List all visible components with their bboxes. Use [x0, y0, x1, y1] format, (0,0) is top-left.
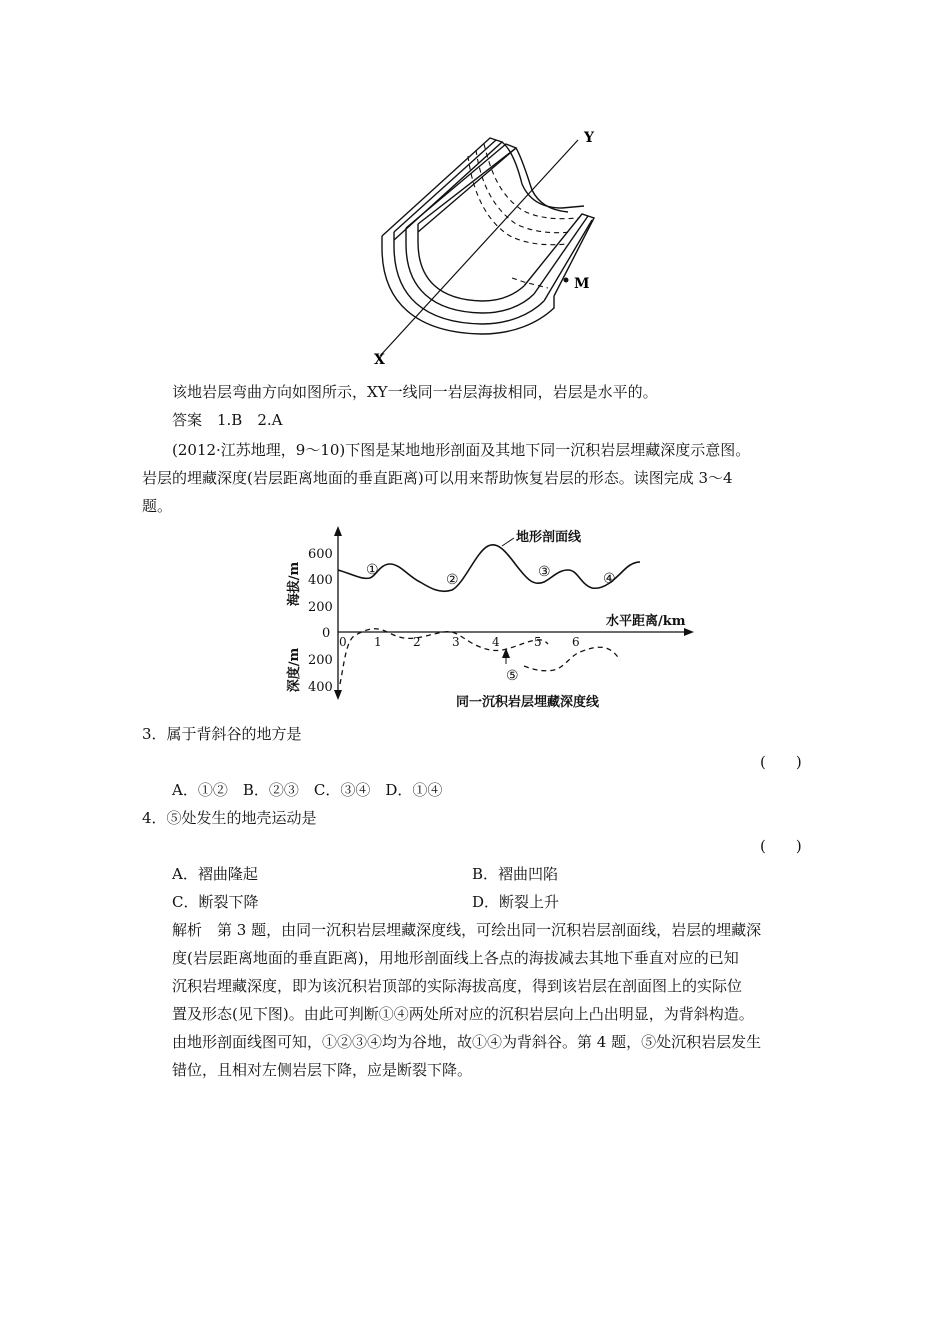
label-m: M — [574, 276, 590, 292]
intro-line-1: (2012·江苏地理，9～10)下图是某地地形剖面及其地下同一沉积岩层埋藏深度示意图。 — [172, 441, 751, 459]
q4-option-b: B．褶曲凹陷 — [472, 865, 559, 883]
terrain-profile-chart — [280, 524, 700, 710]
marker-4: ④ — [603, 571, 616, 587]
figure-caption: 该地岩层弯曲方向如图所示，XY一线同一岩层海拔相同，岩层是水平的。 — [172, 383, 658, 401]
tick-200-depth: 200 — [308, 653, 333, 668]
q4-option-c: C．断裂下降 — [172, 893, 259, 911]
tick-200: 200 — [308, 600, 333, 615]
analysis-line-2: 度(岩层距离地面的垂直距离)，用地形剖面线上各点的海拔减去其地下垂直对应的已知 — [172, 949, 739, 967]
x-tick-2: 2 — [413, 635, 421, 649]
depth-line-label: 同一沉积岩层埋藏深度线 — [456, 695, 600, 710]
y-label-depth: 深度/m — [287, 647, 302, 693]
tick-400: 400 — [308, 573, 333, 588]
q4-answer-paren: ( ) — [760, 837, 802, 855]
stratum-2 — [394, 232, 544, 324]
tick-zero: 0 — [322, 626, 331, 641]
analysis-line-3: 沉积岩埋藏深度，即为该沉积岩顶部的实际海拔高度，得到该岩层在剖面图上的实际位 — [172, 977, 743, 995]
x-tick-5: 5 — [534, 635, 542, 649]
label-y: Y — [584, 130, 594, 146]
strata-fold-diagram — [372, 128, 612, 372]
marker-3: ③ — [538, 564, 551, 580]
q4-option-a: A．褶曲隆起 — [172, 865, 258, 883]
marker-1: ① — [366, 562, 379, 578]
tick-400-depth: 400 — [308, 680, 333, 695]
x-tick-4: 4 — [492, 635, 500, 649]
analysis-line-4: 置及形态(见下图)。由此可判断①④两处所对应的沉积岩层向上凸出明显，为背斜构造。 — [172, 1005, 754, 1023]
marker-2: ② — [446, 572, 459, 588]
q4-stem: 4．⑤处发生的地壳运动是 — [142, 809, 317, 827]
y-label-elevation: 海拔/m — [287, 561, 302, 607]
x-tick-3: 3 — [452, 635, 460, 649]
analysis-line-5: 由地形剖面线图可知，①②③④均为谷地，故①④为背斜谷。第 4 题，⑤处沉积岩层发生 — [172, 1033, 762, 1051]
q4-option-d: D．断裂上升 — [472, 893, 560, 911]
x-tick-0: 0 — [339, 635, 347, 649]
q3-options: A．①② B．②③ C．③④ D．①④ — [172, 781, 443, 799]
q3-stem: 3．属于背斜谷的地方是 — [142, 725, 302, 743]
stratum-outer — [382, 236, 554, 334]
intro-line-2: 岩层的埋藏深度(岩层距离地面的垂直距离)可以用来帮助恢复岩层的形态。读图完成 3～4 — [142, 469, 733, 487]
q3-answer-paren: ( ) — [760, 753, 802, 771]
analysis-line-1: 解析 第 3 题，由同一沉积岩层埋藏深度线，可绘出同一沉积岩层剖面线，岩层的埋藏深 — [172, 921, 762, 939]
intro-line-3: 题。 — [142, 497, 173, 515]
stratum-inner — [418, 224, 524, 301]
answer-line: 答案 1.B 2.A — [172, 411, 283, 429]
x-axis-label: 水平距离/km — [606, 614, 686, 629]
terrain-line-label: 地形剖面线 — [516, 530, 582, 545]
label-x: X — [374, 352, 385, 368]
point-m — [564, 278, 569, 283]
x-tick-1: 1 — [374, 635, 382, 649]
analysis-line-6: 错位，且相对左侧岩层下降，应是断裂下降。 — [172, 1061, 473, 1079]
tick-600: 600 — [308, 547, 333, 562]
x-tick-6: 6 — [572, 635, 580, 649]
terrain-profile-line — [338, 545, 640, 591]
marker-5: ⑤ — [506, 668, 519, 684]
